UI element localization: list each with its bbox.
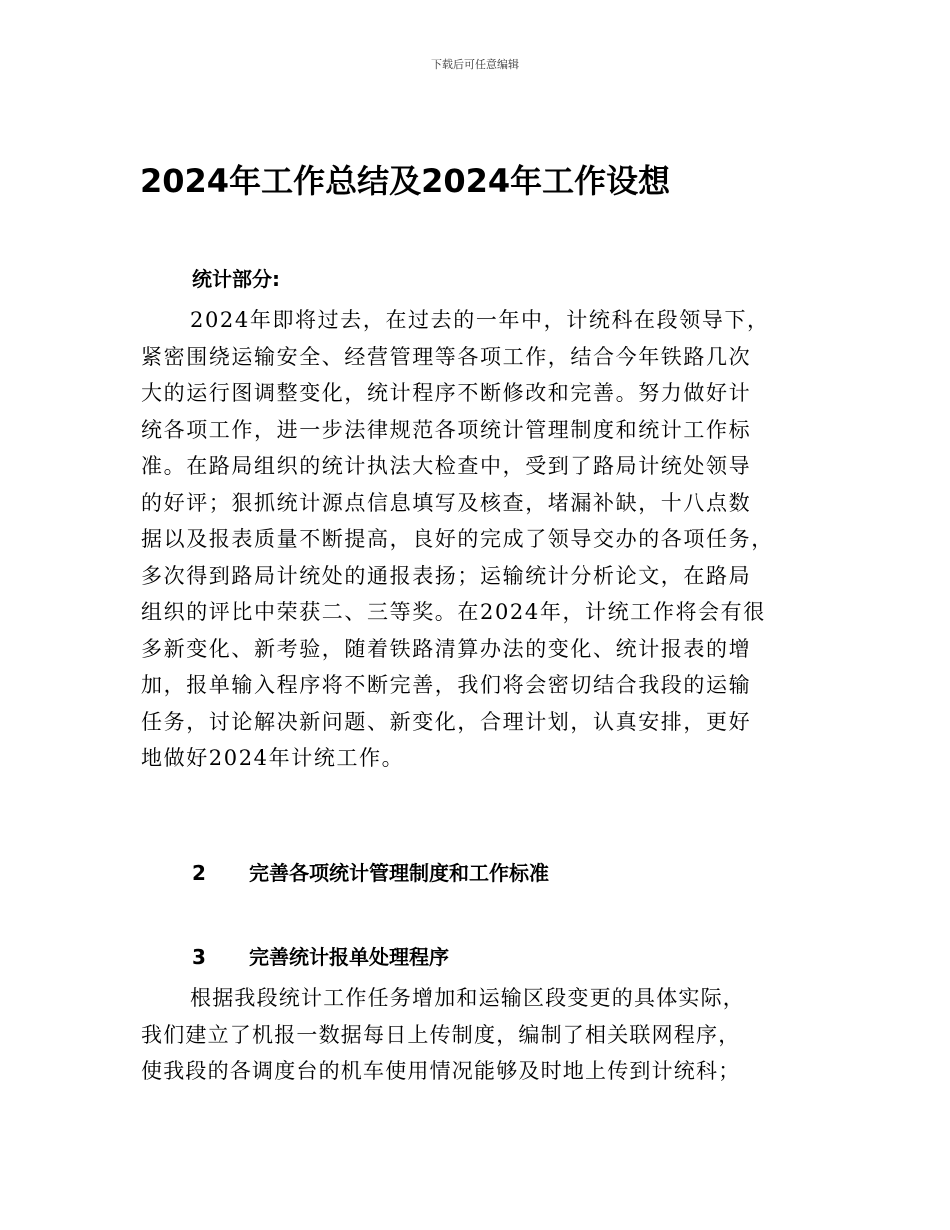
- paragraph-line: 统各项工作，进一步法律规范各项统计管理制度和统计工作标: [141, 417, 752, 442]
- heading-text: 完善各项统计管理制度和工作标准: [249, 861, 549, 885]
- paragraph-line: 多次得到路局计统处的通报表扬；运输统计分析论文，在路局: [141, 563, 752, 588]
- paragraph-line: 组织的评比中荣获二、三等奖。在2024年，计统工作将会有很: [141, 600, 766, 624]
- section-heading-3: [141, 941, 449, 970]
- document-title: 2024年工作总结及2024年工作设想: [140, 162, 671, 200]
- heading-text: 完善统计报单处理程序: [249, 945, 449, 969]
- paragraph-line: 根据我段统计工作任务增加和运输区段变更的具体实际，: [190, 986, 745, 1010]
- paragraph-line: 任务，讨论解决新问题、新变化，合理计划，认真安排，更好: [141, 709, 752, 734]
- paragraph-line: 大的运行图调整变化，统计程序不断修改和完善。努力做好计: [141, 381, 752, 405]
- paragraph-line: 紧密围绕运输安全、经营管理等各项工作，结合今年铁路几次: [141, 344, 752, 369]
- paragraph-line: 2024年即将过去，在过去的一年中，计统科在段领导下，: [190, 308, 770, 332]
- paragraph-line: 的好评；狠抓统计源点信息填写及核查，堵漏补缺，十八点数: [141, 490, 752, 515]
- paragraph-line: 加，报单输入程序将不断完善，我们将会密切结合我段的运输: [141, 673, 752, 697]
- heading-number: 2: [192, 861, 206, 885]
- paragraph-line: 地做好2024年计统工作。: [141, 746, 405, 770]
- section-heading-2: [141, 857, 549, 886]
- heading-number: 3: [192, 945, 206, 969]
- header-note: 下载后可任意编辑: [431, 58, 519, 71]
- paragraph-2: [141, 980, 831, 1090]
- paragraph-line: 我们建立了机报一数据每日上传制度，编制了相关联网程序，: [141, 1022, 741, 1047]
- paragraph-line: 准。在路局组织的统计执法大检查中，受到了路局计统处领导: [141, 454, 752, 478]
- section-label: 统计部分:: [192, 267, 280, 291]
- paragraph-line: 据以及报表质量不断提高，良好的完成了领导交办的各项任务，: [141, 527, 774, 551]
- paragraph-line: 使我段的各调度台的机车使用情况能够及时地上传到计统科；: [141, 1059, 741, 1083]
- paragraph-1: [141, 302, 831, 777]
- paragraph-line: 多新变化、新考验，随着铁路清算办法的变化、统计报表的增: [141, 636, 752, 661]
